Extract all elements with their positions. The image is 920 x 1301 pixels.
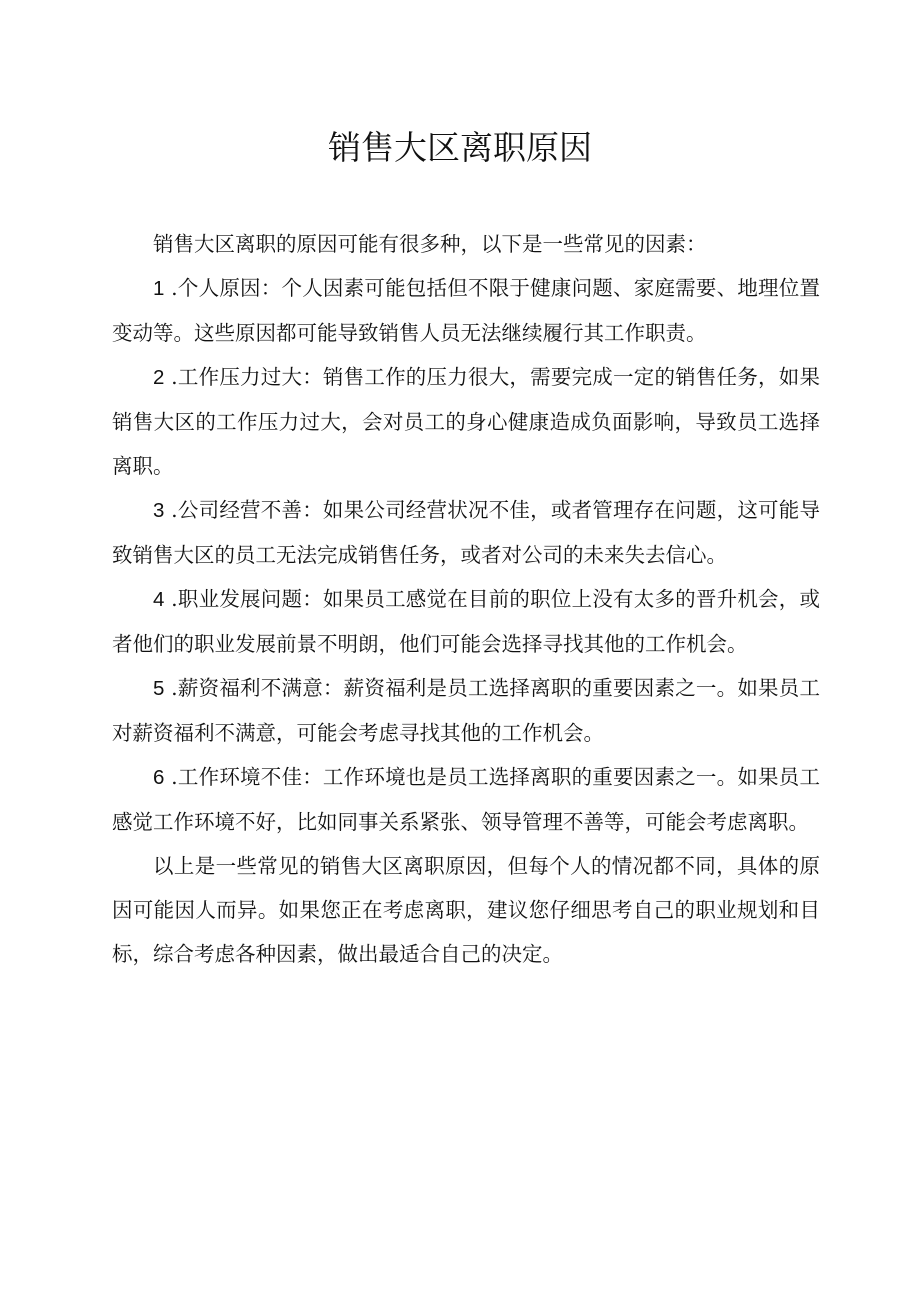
reason-text: .工作环境不佳：工作环境也是员工选择离职的重要因素之一。如果员工感觉工作环境不好，比如同事关系紧张、领导管理不善等，可能会考虑离职。: [112, 765, 820, 834]
reason-text: .个人原因：个人因素可能包括但不限于健康问题、家庭需要、地理位置变动等。这些原因都可能导致销售人员无法继续履行其工作职责。: [112, 276, 820, 345]
document-body: [112, 222, 820, 976]
reason-number: 4: [153, 588, 165, 611]
reason-number: 3: [153, 499, 165, 522]
reason-text: .工作压力过大：销售工作的压力很大，需要完成一定的销售任务，如果销售大区的工作压力过大，会对员工的身心健康造成负面影响，导致员工选择离职。: [112, 365, 820, 478]
reason-item-1: [112, 266, 820, 355]
reason-item-4: [112, 577, 820, 666]
reason-item-6: [112, 755, 820, 844]
reason-number: 1: [153, 277, 165, 300]
reason-number: 2: [153, 366, 165, 389]
conclusion-paragraph: 以上是一些常见的销售大区离职原因，但每个人的情况都不同，具体的原因可能因人而异。如果您正在考虑离职，建议您仔细思考自己的职业规划和目标，综合考虑各种因素，做出最适合自己的决定。: [112, 854, 820, 966]
reason-item-3: [112, 488, 820, 577]
reason-text: .公司经营不善：如果公司经营状况不佳，或者管理存在问题，这可能导致销售大区的员工无法完成销售任务，或者对公司的未来失去信心。: [112, 498, 820, 567]
reason-text: .薪资福利不满意：薪资福利是员工选择离职的重要因素之一。如果员工对薪资福利不满意，可能会考虑寻找其他的工作机会。: [112, 676, 820, 745]
reason-text: .职业发展问题：如果员工感觉在目前的职位上没有太多的晋升机会，或者他们的职业发展前景不明朗，他们可能会选择寻找其他的工作机会。: [112, 587, 820, 656]
reason-item-5: [112, 666, 820, 755]
reason-item-2: [112, 355, 820, 488]
reason-number: 6: [153, 766, 165, 789]
reason-number: 5: [153, 677, 165, 700]
document-title: 销售大区离职原因: [328, 128, 592, 167]
intro-paragraph: 销售大区离职的原因可能有很多种，以下是一些常见的因素：: [153, 232, 707, 256]
